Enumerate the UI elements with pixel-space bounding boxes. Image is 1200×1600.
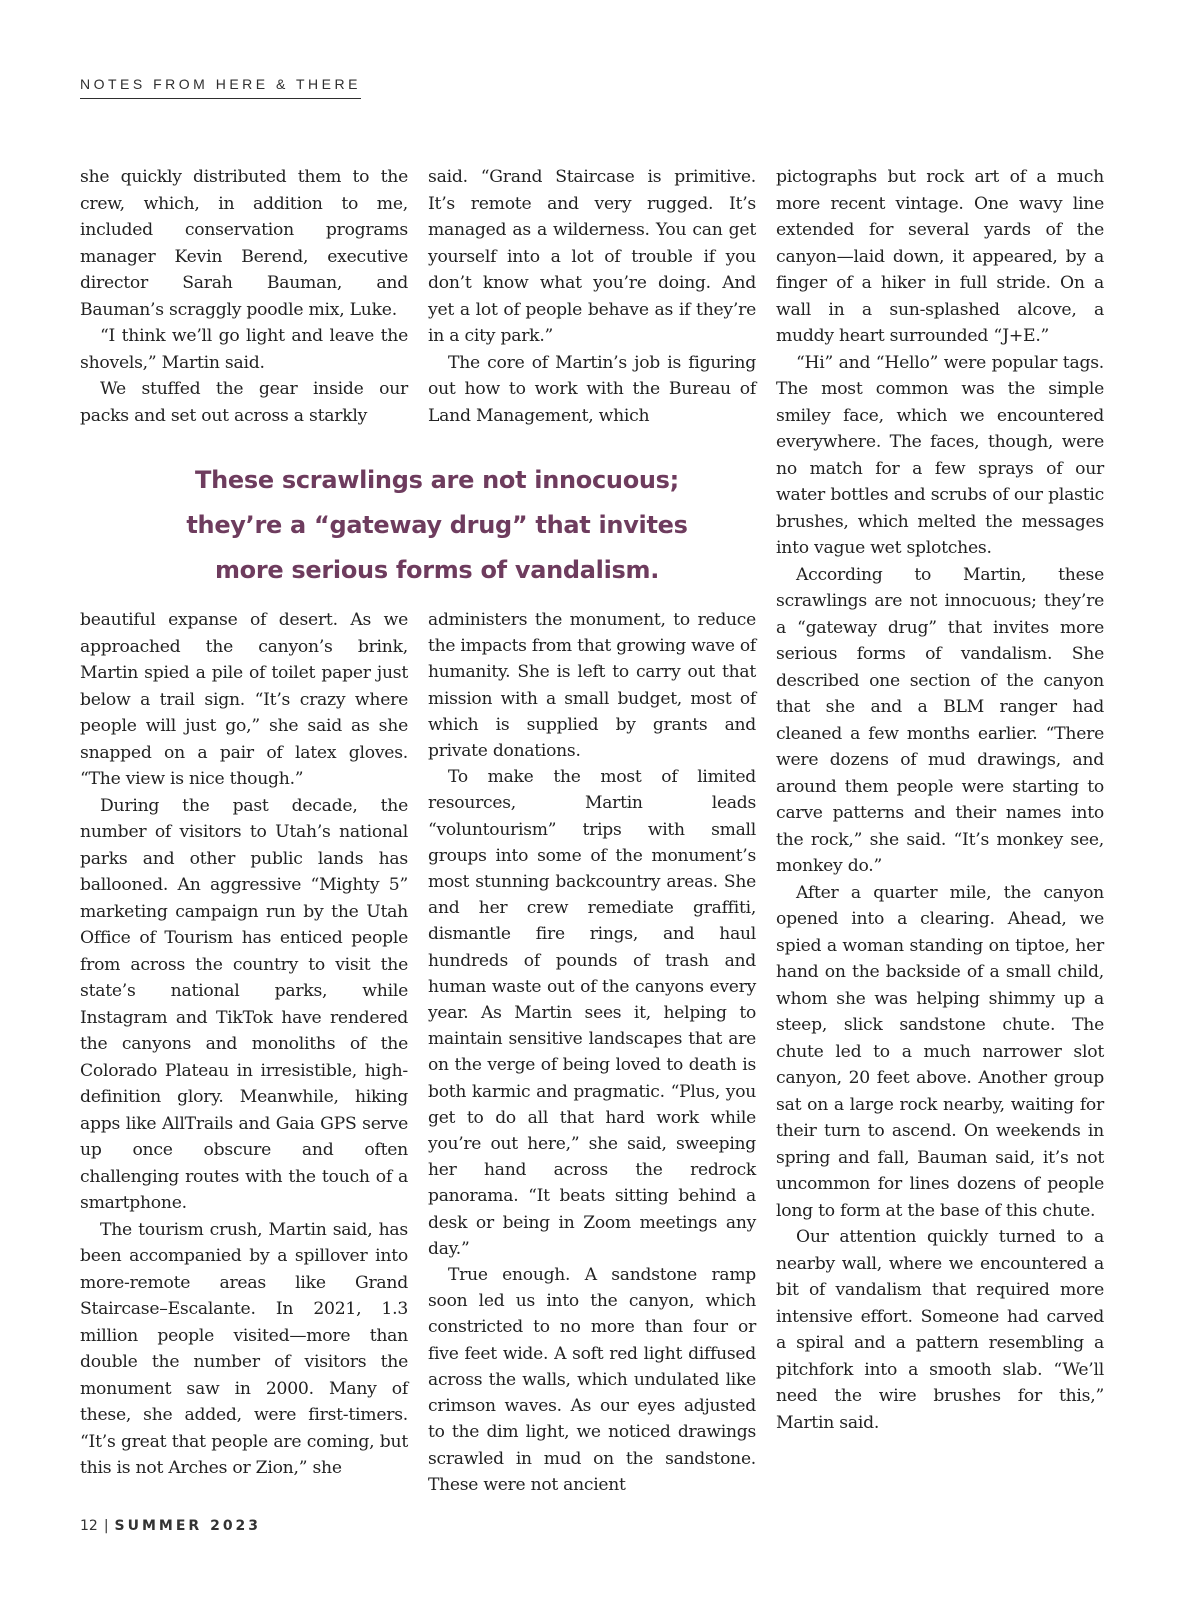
paragraph: The tourism crush, Martin said, has been accompanied by a spillover into more-remote areas like Grand Staircase–Escalante. In 2021, 1.3 million people visited—more than double the number of visitors the monument saw in 2000. Many of these, she added, were first-timers. “It’s great that people are coming, but this is not Arches or Zion,” she xyxy=(80,1219,408,1478)
paragraph: During the past decade, the number of visitors to Utah’s national parks and other public lands has ballooned. An aggressive “Mighty 5” marketing campaign run by the Utah Office of Tourism has enticed people from across the country to visit the state’s national parks, while Instagram and TikTok have rendered the canyons and monoliths of the Colorado Plateau in irresistible, high-definition glory. Meanwhile, hiking apps like AllTrails and Gaia GPS serve up once obscure and often challenging routes with the touch of a smartphone. xyxy=(80,795,408,1213)
paragraph: We stuffed the gear inside our packs and set out across a starkly xyxy=(80,379,408,426)
issue-label: SUMMER 2023 xyxy=(114,1518,262,1534)
column-3 xyxy=(776,164,1104,1436)
paragraph: Our attention quickly turned to a nearby wall, where we encountered a bit of vandalism that required more intensive effort. Someone had carved a spiral and a pattern resembling a pitchfork into a smooth slab. “We’ll need the wire brushes for this,” Martin said. xyxy=(776,1227,1104,1433)
column-2-bottom xyxy=(428,607,756,1498)
pull-quote-line: These scrawlings are not innocuous; xyxy=(195,466,679,494)
page-number: 12 xyxy=(80,1518,98,1534)
paragraph: The core of Martin’s job is figuring out how to work with the Bureau of Land Management, which xyxy=(428,352,756,426)
paragraph: After a quarter mile, the canyon opened into a clearing. Ahead, we spied a woman standing on tiptoe, her hand on the backside of a small child, whom she was helping shimmy up a steep, slick sandstone chute. The chute led to a much narrower slot canyon, 20 feet above. Another group sat on a large rock nearby, waiting for their turn to ascend. On weekends in spring and fall, Bauman said, it’s not uncommon for lines dozens of people long to form at the base of this chute. xyxy=(776,882,1104,1221)
paragraph: To make the most of limited resources, Martin leads “voluntourism” trips with small groups into some of the monument’s most stunning backcountry areas. She and her crew remediate graffiti, dismantle fire rings, and haul hundreds of pounds of trash and human waste out of the canyons every year. As Martin sees it, helping to maintain sensitive landscapes that are on the verge of being loved to death is both karmic and pragmatic. “Plus, you get to do all that hard work while you’re out here,” she said, sweeping her hand across the redrock panorama. “It beats sitting behind a desk or being in Zoom meetings any day.” xyxy=(428,767,756,1259)
paragraph: According to Martin, these scrawlings are not innocuous; they’re a “gateway drug” that invites more serious forms of vandalism. She described one section of the canyon that she and a BLM ranger had cleaned a few months earlier. “There were dozens of mud drawings, and around them people were starting to carve patterns and their names into the rock,” she said. “It’s monkey see, monkey do.” xyxy=(776,564,1104,876)
column-1-bottom xyxy=(80,607,408,1482)
page-footer xyxy=(80,1518,261,1534)
paragraph: True enough. A sandstone ramp soon led us into the canyon, which constricted to no more than four or five feet wide. A soft red light diffused across the walls, which undulated like crimson waves. As our eyes adjusted to the dim light, we noticed drawings scrawled in mud on the sandstone. These were not ancient xyxy=(428,1265,756,1495)
pull-quote xyxy=(122,458,752,593)
column-1-top xyxy=(80,164,408,429)
paragraph: said. “Grand Staircase is primitive. It’s remote and very rugged. It’s managed as a wilderness. You can get yourself into a lot of trouble if you don’t know what you’re doing. And yet a lot of people behave as if they’re in a city park.” xyxy=(428,167,756,346)
section-header: NOTES FROM HERE & THERE xyxy=(80,76,361,99)
paragraph: administers the monument, to reduce the impacts from that growing wave of humanity. She is left to carry out that mission with a small budget, most of which is supplied by grants and private donations. xyxy=(428,610,756,762)
paragraph: pictographs but rock art of a much more recent vintage. One wavy line extended for several yards of the canyon—laid down, it appeared, by a finger of a hiker in full stride. On a wall in a sun-splashed alcove, a muddy heart surrounded “J+E.” xyxy=(776,167,1104,346)
column-2-top xyxy=(428,164,756,429)
pull-quote-line: they’re a “gateway drug” that invites xyxy=(186,511,688,539)
paragraph: beautiful expanse of desert. As we approached the canyon’s brink, Martin spied a pile of toilet paper just below a trail sign. “It’s crazy where people will just go,” she said as she snapped on a pair of latex gloves. “The view is nice though.” xyxy=(80,610,408,789)
pull-quote-line: more serious forms of vandalism. xyxy=(214,556,660,584)
paragraph: she quickly distributed them to the crew, which, in addition to me, included conservation programs manager Kevin Berend, executive director Sarah Bauman, and Bauman’s scraggly poodle mix, Luke. xyxy=(80,167,408,320)
paragraph: “Hi” and “Hello” were popular tags. The most common was the simple smiley face, which we encountered everywhere. The faces, though, were no match for a few sprays of our water bottles and scrubs of our plastic brushes, which melted the messages into vague wet splotches. xyxy=(776,352,1104,558)
paragraph: “I think we’ll go light and leave the shovels,” Martin said. xyxy=(80,326,408,373)
footer-separator: | xyxy=(103,1518,109,1534)
